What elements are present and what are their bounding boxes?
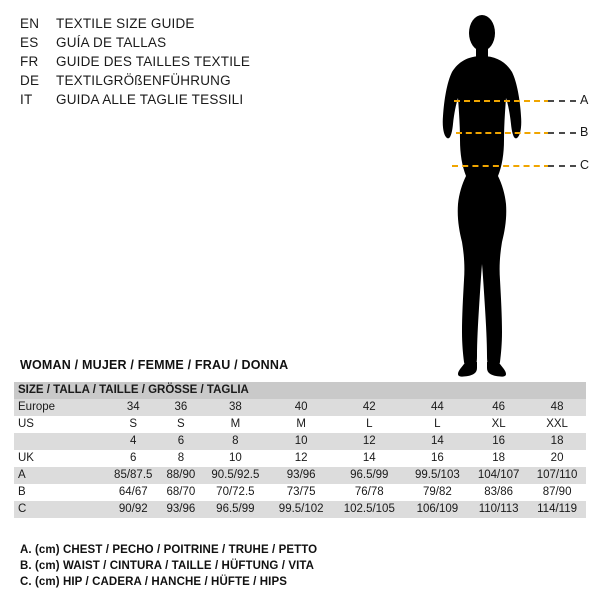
cell: 106/109 bbox=[406, 501, 470, 518]
cell: 104/107 bbox=[469, 467, 528, 484]
cell: 88/90 bbox=[160, 467, 201, 484]
language-title: GUÍA DE TALLAS bbox=[56, 35, 167, 50]
measure-line-b bbox=[456, 132, 550, 134]
measure-line-a bbox=[454, 100, 550, 102]
language-title: TEXTILE SIZE GUIDE bbox=[56, 16, 195, 31]
cell: 20 bbox=[528, 450, 586, 467]
measure-label-b: B bbox=[580, 125, 589, 139]
cell: 44 bbox=[406, 399, 470, 416]
language-code: ES bbox=[20, 35, 39, 50]
language-code: FR bbox=[20, 54, 39, 69]
cell: 8 bbox=[160, 450, 201, 467]
language-title-block bbox=[20, 16, 350, 111]
figure-area bbox=[400, 8, 596, 378]
measure-line-c bbox=[452, 165, 550, 167]
cell: 93/96 bbox=[160, 501, 201, 518]
cell: 90.5/92.5 bbox=[201, 467, 269, 484]
cell: L bbox=[406, 416, 470, 433]
measure-line-c-extension bbox=[548, 165, 576, 167]
cell: 12 bbox=[269, 450, 333, 467]
cell: 70/72.5 bbox=[201, 484, 269, 501]
cell: 40 bbox=[269, 399, 333, 416]
table-row bbox=[14, 484, 586, 501]
cell: 110/113 bbox=[469, 501, 528, 518]
cell: 64/67 bbox=[106, 484, 160, 501]
legend-row-b: B. (cm) WAIST / CINTURA / TAILLE / HÜFTUNG / VITA bbox=[20, 560, 315, 572]
cell: 18 bbox=[528, 433, 586, 450]
cell: XL bbox=[469, 416, 528, 433]
cell: 76/78 bbox=[333, 484, 406, 501]
row-label: Europe bbox=[14, 399, 106, 416]
cell: 38 bbox=[201, 399, 269, 416]
cell: 4 bbox=[106, 433, 160, 450]
cell: 16 bbox=[469, 433, 528, 450]
measure-line-b-extension bbox=[548, 132, 576, 134]
language-title: GUIDA ALLE TAGLIE TESSILI bbox=[56, 92, 244, 107]
cell: 14 bbox=[333, 450, 406, 467]
cell: 12 bbox=[333, 433, 406, 450]
cell: 36 bbox=[160, 399, 201, 416]
cell: 48 bbox=[528, 399, 586, 416]
cell: 96.5/99 bbox=[333, 467, 406, 484]
cell: 68/70 bbox=[160, 484, 201, 501]
section-title: WOMAN / MUJER / FEMME / FRAU / DONNA bbox=[20, 358, 289, 372]
language-title: TEXTILGRÖßENFÜHRUNG bbox=[56, 73, 231, 88]
cell: 83/86 bbox=[469, 484, 528, 501]
row-label: B bbox=[14, 484, 106, 501]
table-row bbox=[14, 433, 586, 450]
size-table bbox=[14, 382, 586, 518]
cell: 14 bbox=[406, 433, 470, 450]
row-label: C bbox=[14, 501, 106, 518]
language-code: EN bbox=[20, 16, 40, 31]
measure-label-a: A bbox=[580, 93, 589, 107]
legend-row-c: C. (cm) HIP / CADERA / HANCHE / HÜFTE / HIPS bbox=[20, 576, 288, 588]
measure-line-a-extension bbox=[548, 100, 576, 102]
table-header-row bbox=[14, 382, 586, 399]
cell: 6 bbox=[106, 450, 160, 467]
language-title: GUIDE DES TAILLES TEXTILE bbox=[56, 54, 251, 69]
table-row bbox=[14, 467, 586, 484]
cell: 10 bbox=[201, 450, 269, 467]
measure-label-c: C bbox=[580, 158, 590, 172]
cell: 99.5/103 bbox=[406, 467, 470, 484]
cell: 102.5/105 bbox=[333, 501, 406, 518]
language-row bbox=[20, 54, 350, 73]
cell: 90/92 bbox=[106, 501, 160, 518]
language-row bbox=[20, 73, 350, 92]
language-row bbox=[20, 92, 350, 111]
cell: M bbox=[201, 416, 269, 433]
cell: 87/90 bbox=[528, 484, 586, 501]
table-row bbox=[14, 501, 586, 518]
cell: 96.5/99 bbox=[201, 501, 269, 518]
row-label: A bbox=[14, 467, 106, 484]
cell: 8 bbox=[201, 433, 269, 450]
table-row bbox=[14, 416, 586, 433]
table-header-label: SIZE / TALLA / TAILLE / GRÖSSE / TAGLIA bbox=[14, 382, 586, 399]
cell: 10 bbox=[269, 433, 333, 450]
row-label: US bbox=[14, 416, 106, 433]
legend bbox=[20, 542, 580, 590]
cell: S bbox=[106, 416, 160, 433]
language-code: IT bbox=[20, 92, 33, 107]
cell: M bbox=[269, 416, 333, 433]
table-row bbox=[14, 399, 586, 416]
table-row bbox=[14, 450, 586, 467]
cell: 114/119 bbox=[528, 501, 586, 518]
language-row bbox=[20, 35, 350, 54]
cell: L bbox=[333, 416, 406, 433]
row-label bbox=[14, 433, 106, 450]
row-label: UK bbox=[14, 450, 106, 467]
language-code: DE bbox=[20, 73, 40, 88]
cell: 16 bbox=[406, 450, 470, 467]
cell: 6 bbox=[160, 433, 201, 450]
cell: 79/82 bbox=[406, 484, 470, 501]
cell: 73/75 bbox=[269, 484, 333, 501]
cell: 18 bbox=[469, 450, 528, 467]
cell: 99.5/102 bbox=[269, 501, 333, 518]
female-silhouette-icon bbox=[400, 8, 596, 378]
cell: 93/96 bbox=[269, 467, 333, 484]
cell: 46 bbox=[469, 399, 528, 416]
cell: 107/110 bbox=[528, 467, 586, 484]
cell: S bbox=[160, 416, 201, 433]
cell: 42 bbox=[333, 399, 406, 416]
cell: 34 bbox=[106, 399, 160, 416]
legend-row-a: A. (cm) CHEST / PECHO / POITRINE / TRUHE / PETTO bbox=[20, 544, 318, 556]
cell: 85/87.5 bbox=[106, 467, 160, 484]
language-row bbox=[20, 16, 350, 35]
cell: XXL bbox=[528, 416, 586, 433]
